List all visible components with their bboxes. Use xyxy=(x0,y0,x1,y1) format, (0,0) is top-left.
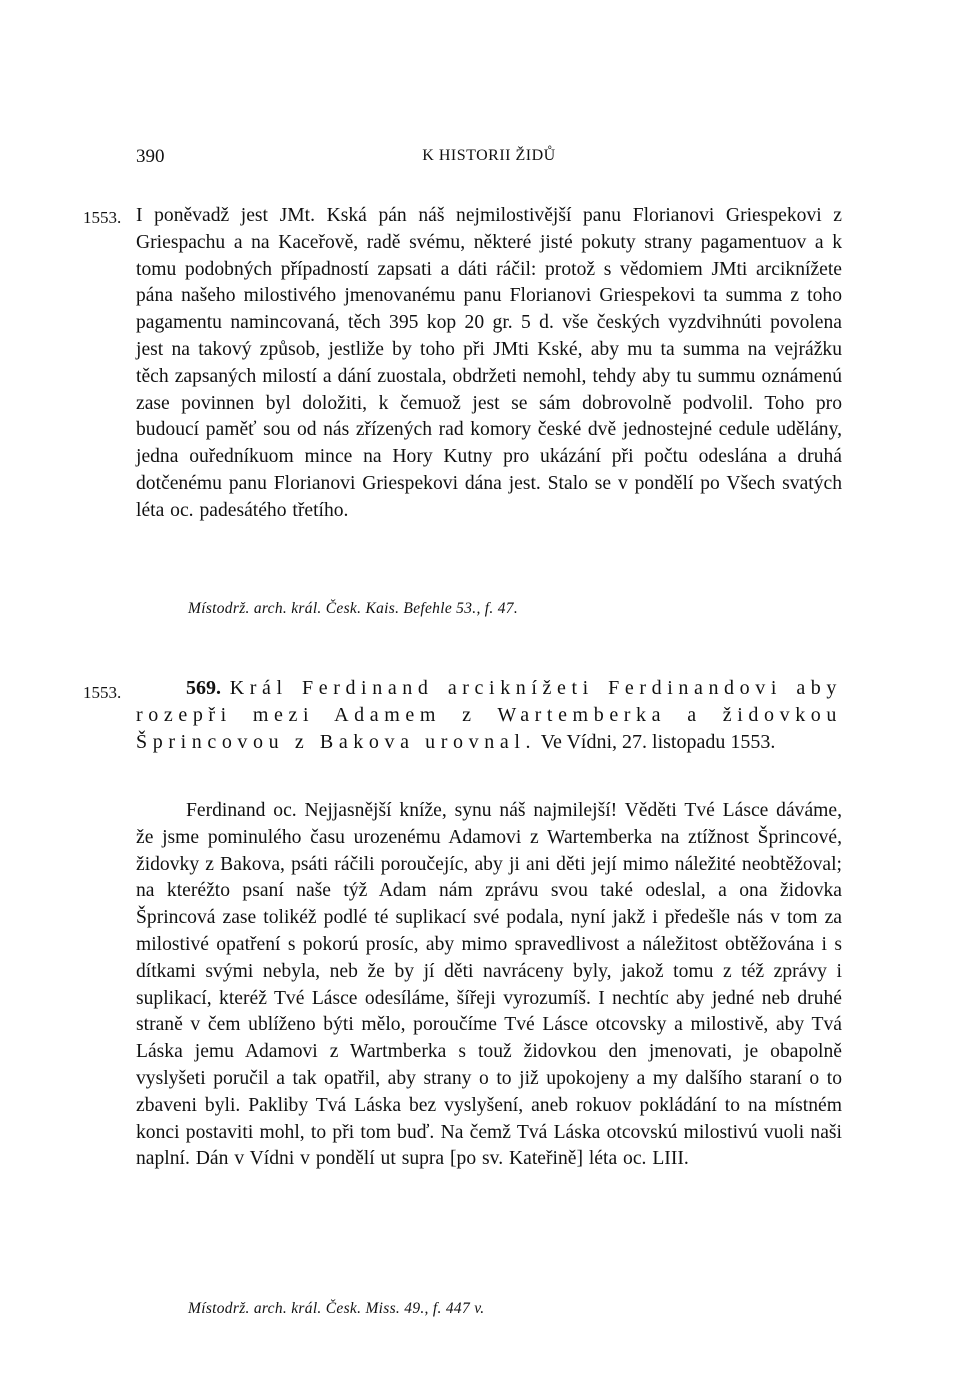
entry-heading-text: Král Ferdinand arciknížeti Ferdinandovi aby rozepři mezi Adamem z Wartemberka a židovkou Šprincovou z Bakova urovnal. xyxy=(136,677,842,753)
margin-year-2: 1553. xyxy=(83,683,122,702)
entry-heading-date: Ve Vídni, 27. listopadu 1553. xyxy=(540,730,776,753)
entry-568-body xyxy=(136,203,842,525)
page-number: 390 xyxy=(136,146,165,167)
entry-568-text: I poněvadž jest JMt. Kská pán náš nejmilostivější panu Florianovi Griespekovi z Griespachu a na Kaceřově, radě svému, některé jisté pokuty strany pagamentuov a k tomu podobných případností zapsati a dáti ráčil: protož s vědomiem JMti arciknížete pána našeho milostivého jmenovanému panu Florianovi Griespekovi ta summa z toho pagamentu namincovaná, těch 395 kop 20 gr. 5 d. vše českých vyzdvihnúti povolena jest na takový způsob, jestliže by toho při JMti Kské, aby mu ta summa na vejrážku těch zapsaných milostí a dání zuostala, obdržeti nemohl, tehdy aby tu summu oznámenú zase povinnen byl doložiti, k čemuož jest se sám dobrovolně podvolil. Toho pro budoucí paměť sou od nás zřízených rad komory české dvě jednostejné cedule udělány, jedna ouředníkuom mince na Hory Kutny pro ukázání při počtu odeslána a druhá dotčenému panu Florianovi Griespekovi dána jest. Stalo se v pondělí po Všech svatých léta oc. padesátého třetího. xyxy=(136,205,842,521)
entry-568-source: Místodrž. arch. král. Česk. Kais. Befehle 53., f. 47. xyxy=(188,600,519,617)
entry-569-body xyxy=(136,798,842,1173)
running-title: K HISTORII ŽIDŮ xyxy=(422,147,556,164)
running-head xyxy=(136,146,842,170)
entry-569-heading xyxy=(136,675,842,755)
entry-569-text: Ferdinand oc. Nejjasnější kníže, synu náš najmilejší! Věděti Tvé Lásce dáváme, že jsme pominulého času urozenému Adamovi z Wartemberka na ztížnost Šprincové, židovky z Bakova, psáti ráčili poroučejíc, aby ji ani děti její mimo náležité neobtěžoval; na kteréžto psaní naše týž Adam nám zprávu svou také odeslal, a ona židovka Šprincová zase tolikéž podlé té suplikací své podala, nyní jakž i předešle nás v tom za milostivé opatření s pokorú prosíc, aby mimo spravedlivost a náležitost obtěžována i s dítkami svými nebyla, neb že by jí děti navráceny byly, jakož tomu z též zprávy i suplikací, kteréž Tvé Lásce odesíláme, šířeji vyrozumíš. I nechtíc aby jedné neb druhé straně v čem ublíženo býti mělo, poroučíme Tvé Lásce otcovsky a milostivě, aby Tvá Láska jemu Adamovi z Wartmberka s touž židovkou den jmenovati, je obapolně vyslyšeti poručil a tak opatřil, aby strany o to již upokojeny a my dalšího staraní o to zbaveni byli. Pakliby Tvá Láska bez vyslyšení, aneb rokuov pokládání to na místném konci postaviti mohl, to při tom buď. Na čemž Tvá Láska otcovskú milostivú vuoli naši naplní. Dán v Vídni v pondělí ut supra [po sv. Kateřině] léta oc. LIII. xyxy=(136,800,842,1170)
entry-569-source: Místodrž. arch. král. Česk. Miss. 49., f. 447 v. xyxy=(188,1300,485,1317)
entry-number: 569. xyxy=(186,677,221,699)
entry-569-heading-block xyxy=(136,675,842,755)
margin-year-1: 1553. xyxy=(83,208,122,227)
